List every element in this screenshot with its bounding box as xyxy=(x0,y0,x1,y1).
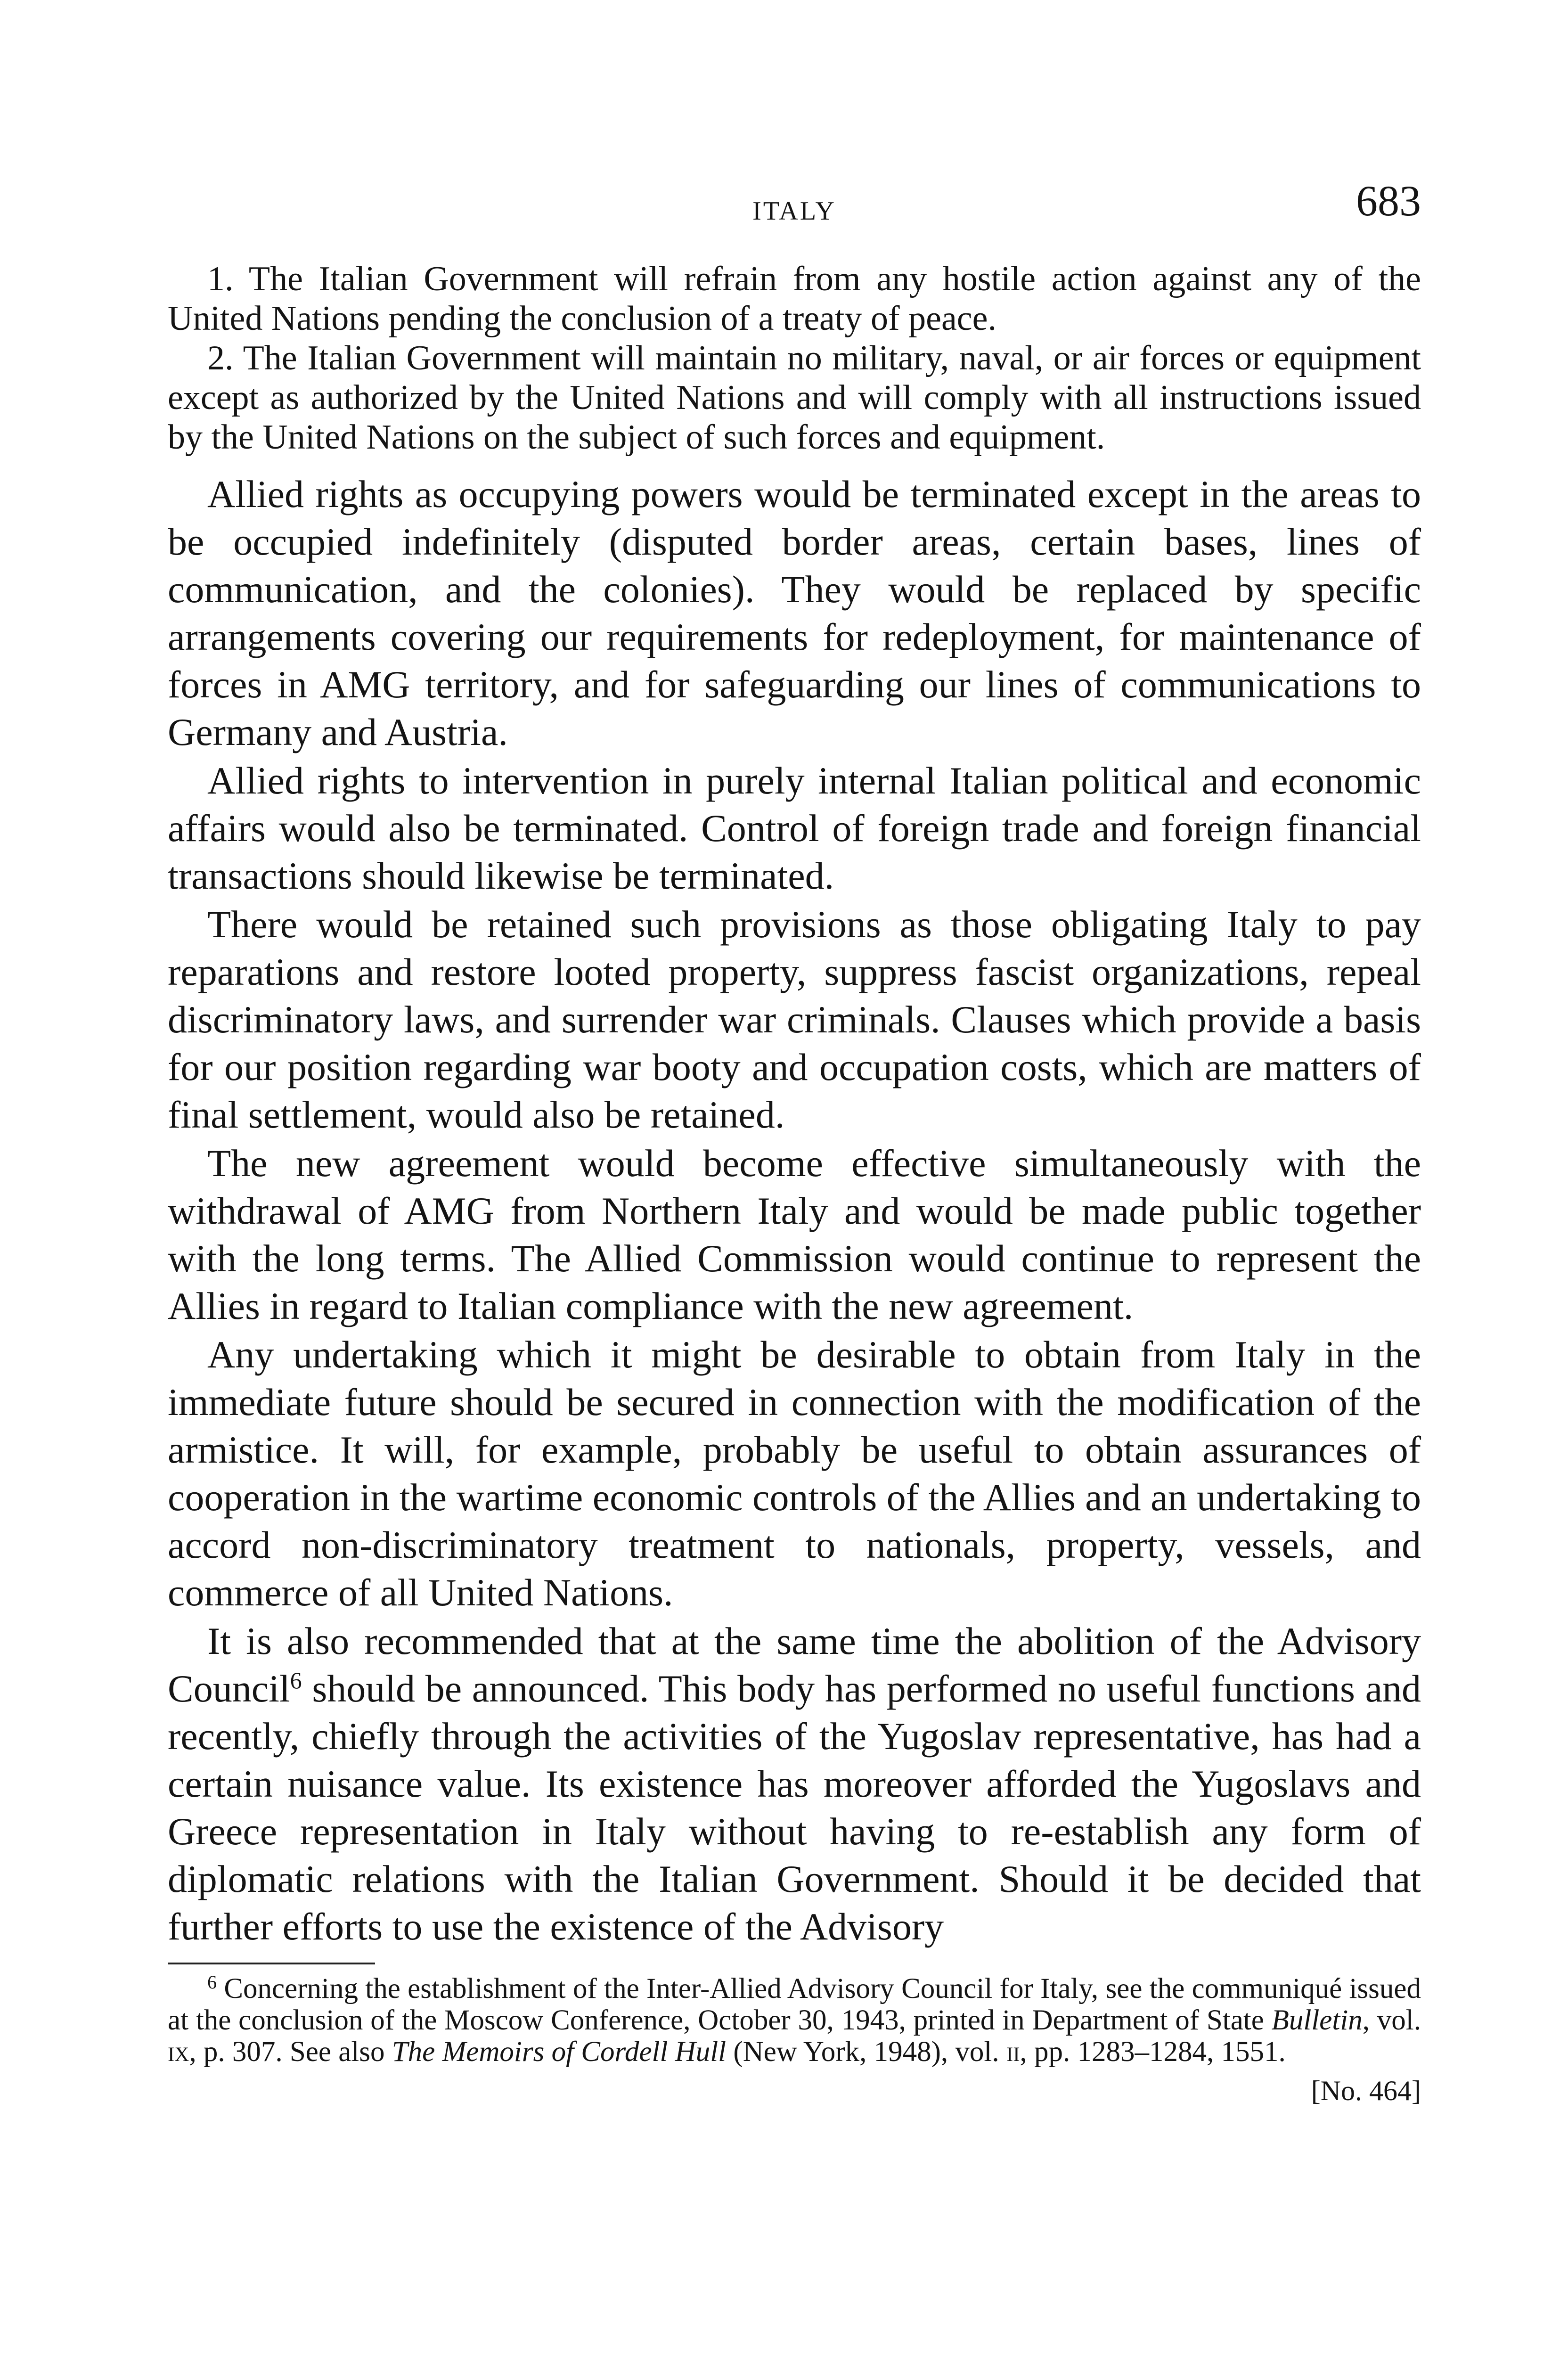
footnote-memoir-title: The Memoirs of Cordell Hull xyxy=(392,2036,727,2068)
running-head xyxy=(168,179,1421,231)
footnote-text-3: , p. 307. See also xyxy=(189,2036,392,2068)
body-text xyxy=(168,259,1421,1950)
footnote-6 xyxy=(168,1973,1421,2068)
running-title: ITALY xyxy=(752,196,836,226)
footnote-text-2: , vol. xyxy=(1362,2004,1421,2036)
paragraph-advisory-council-text-2: should be announced. This body has performed no useful functions and recently, chiefly through the activities of the Yugoslav representative, has had a certain nuisance value. Its existence has moreover afforded the Yugoslavs and Greece representation in Italy without having to re-establish any form of diplomatic relations with the Italian Government. Should it be decided that further efforts to use the existence of the Advisory xyxy=(168,1667,1421,1948)
footnote-volume-1: ix xyxy=(168,2036,189,2068)
footnote-mark: 6 xyxy=(207,1972,217,1993)
page-number: 683 xyxy=(1356,177,1421,225)
paragraph-retained-provisions: There would be retained such provisions as those obligating Italy to pay reparations and restore looted property, suppress fascist organizations, repeal discriminatory laws, and surrender war criminals. Clauses which provide a basis for our position regarding war booty and occupation costs, which are matters of final settlement, would also be retained. xyxy=(168,903,1421,1136)
paragraph-intervention: Allied rights to intervention in purely internal Italian political and economic affairs would also be terminated. Control of foreign trade and foreign financial transactions should likewise be terminated. xyxy=(168,759,1421,897)
numbered-item-1: 1. The Italian Government will refrain from any hostile action against any of the United Nations pending the conclusion of a treaty of peace. xyxy=(168,260,1421,338)
document-number: [No. 464] xyxy=(1311,2075,1421,2106)
paragraph-advisory-council xyxy=(168,1617,1421,1950)
footnote-text-5: , pp. 1283–1284, 1551. xyxy=(1020,2036,1286,2068)
document-page xyxy=(168,179,1421,2107)
footnote-reference: 6 xyxy=(290,1667,302,1693)
footnote-bulletin-title: Bulletin xyxy=(1271,2004,1363,2036)
numbered-item-2: 2. The Italian Government will maintain no military, naval, or air forces or equipment except as authorized by the United Nations and will comply with all instructions issued by the United Nations on the subject of such forces and equipment. xyxy=(168,339,1421,457)
paragraph-undertaking: Any undertaking which it might be desirable to obtain from Italy in the immediate future should be secured in connection with the modification of the armistice. It will, for example, probably be useful to obtain assurances of cooperation in the wartime economic controls of the Allies and an undertaking to accord non-discriminatory treatment to nationals, property, vessels, and commerce of all United Nations. xyxy=(168,1333,1421,1614)
paragraph-new-agreement: The new agreement would become effective simultaneously with the withdrawal of AMG from Northern Italy and would be made public together with the long terms. The Allied Commission would continue to represent the Allies in regard to Italian compliance with the new agreement. xyxy=(168,1142,1421,1327)
paragraph-allied-rights: Allied rights as occupying powers would be terminated except in the areas to be occupied indefinitely (disputed border areas, certain bases, lines of communication, and the colonies). They would be replaced by specific arrangements covering our requirements for redeployment, for maintenance of forces in AMG territory, and for safeguarding our lines of communications to Germany and Austria. xyxy=(168,473,1421,753)
footnote-volume-2: ii xyxy=(1006,2036,1020,2068)
paragraph-advisory-council-text-1: It is also recommended that at the same time the abolition of the Advisory Council xyxy=(168,1620,1421,1710)
footnote-text-1: Concerning the establishment of the Inter-Allied Advisory Council for Italy, see the communiqué issued at the conclusion of the Moscow Conference, October 30, 1943, printed in Department of State xyxy=(168,1973,1421,2036)
footnote-rule xyxy=(168,1963,375,1964)
footnote-text-4: (New York, 1948), vol. xyxy=(726,2036,1006,2068)
